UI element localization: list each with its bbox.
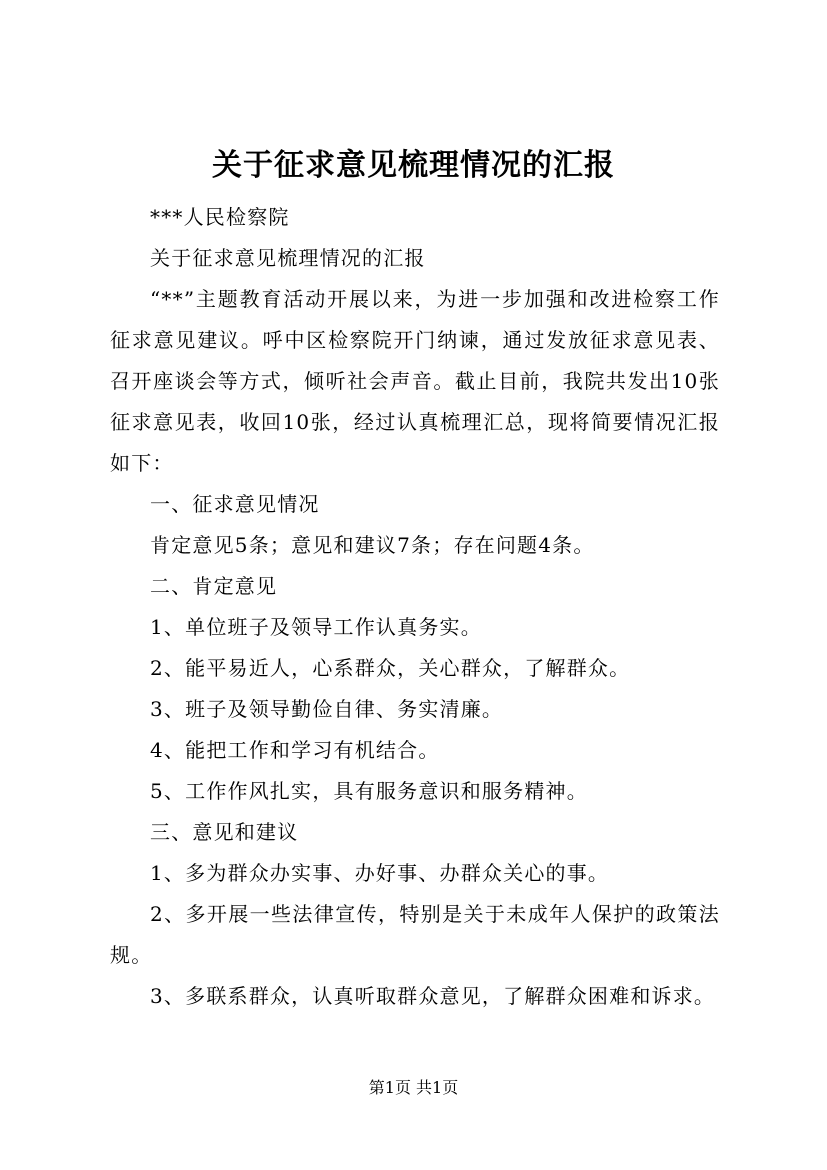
paragraph-summary: 肯定意见5条；意见和建议7条；存在问题4条。	[150, 533, 595, 557]
paragraph-intro: “**”主题教育活动开展以来，为进一步加强和改进检察工作征求意见建议。呼中区检察院开门纳谏，通过发放征求意见表、召开座谈会等方式，倾听社会声音。截止目前，我院共发出10张征求意见表，收回10张，经过认真梳理汇总，现将简要情况汇报如下：	[110, 287, 720, 475]
list-item: 5、工作作风扎实，具有服务意识和服务精神。	[150, 779, 588, 803]
list-item: 3、多联系群众，认真听取群众意见，了解群众困难和诉求。	[150, 984, 716, 1008]
list-item: 1、多为群众办实事、办好事、办群众关心的事。	[150, 861, 610, 885]
document-title: 关于征求意见梳理情况的汇报	[212, 148, 615, 183]
page-footer: 第1页 共1页	[368, 1078, 459, 1097]
list-item: 4、能把工作和学习有机结合。	[150, 738, 440, 762]
list-item: 2、能平易近人，心系群众，关心群众，了解群众。	[150, 656, 631, 680]
paragraph-subtitle: 关于征求意见梳理情况的汇报	[150, 246, 426, 270]
document-body	[110, 197, 720, 1017]
list-item: 2、多开展一些法律宣传，特别是关于未成年人保护的政策法规。	[110, 902, 720, 967]
section-heading-3: 三、意见和建议	[150, 820, 299, 844]
section-heading-2: 二、肯定意见	[150, 574, 278, 598]
section-heading-1: 一、征求意见情况	[150, 492, 320, 516]
list-item: 3、班子及领导勤俭自律、务实清廉。	[150, 697, 504, 721]
list-item: 1、单位班子及领导工作认真务实。	[150, 615, 482, 639]
paragraph-organization: ***人民检察院	[150, 205, 290, 229]
